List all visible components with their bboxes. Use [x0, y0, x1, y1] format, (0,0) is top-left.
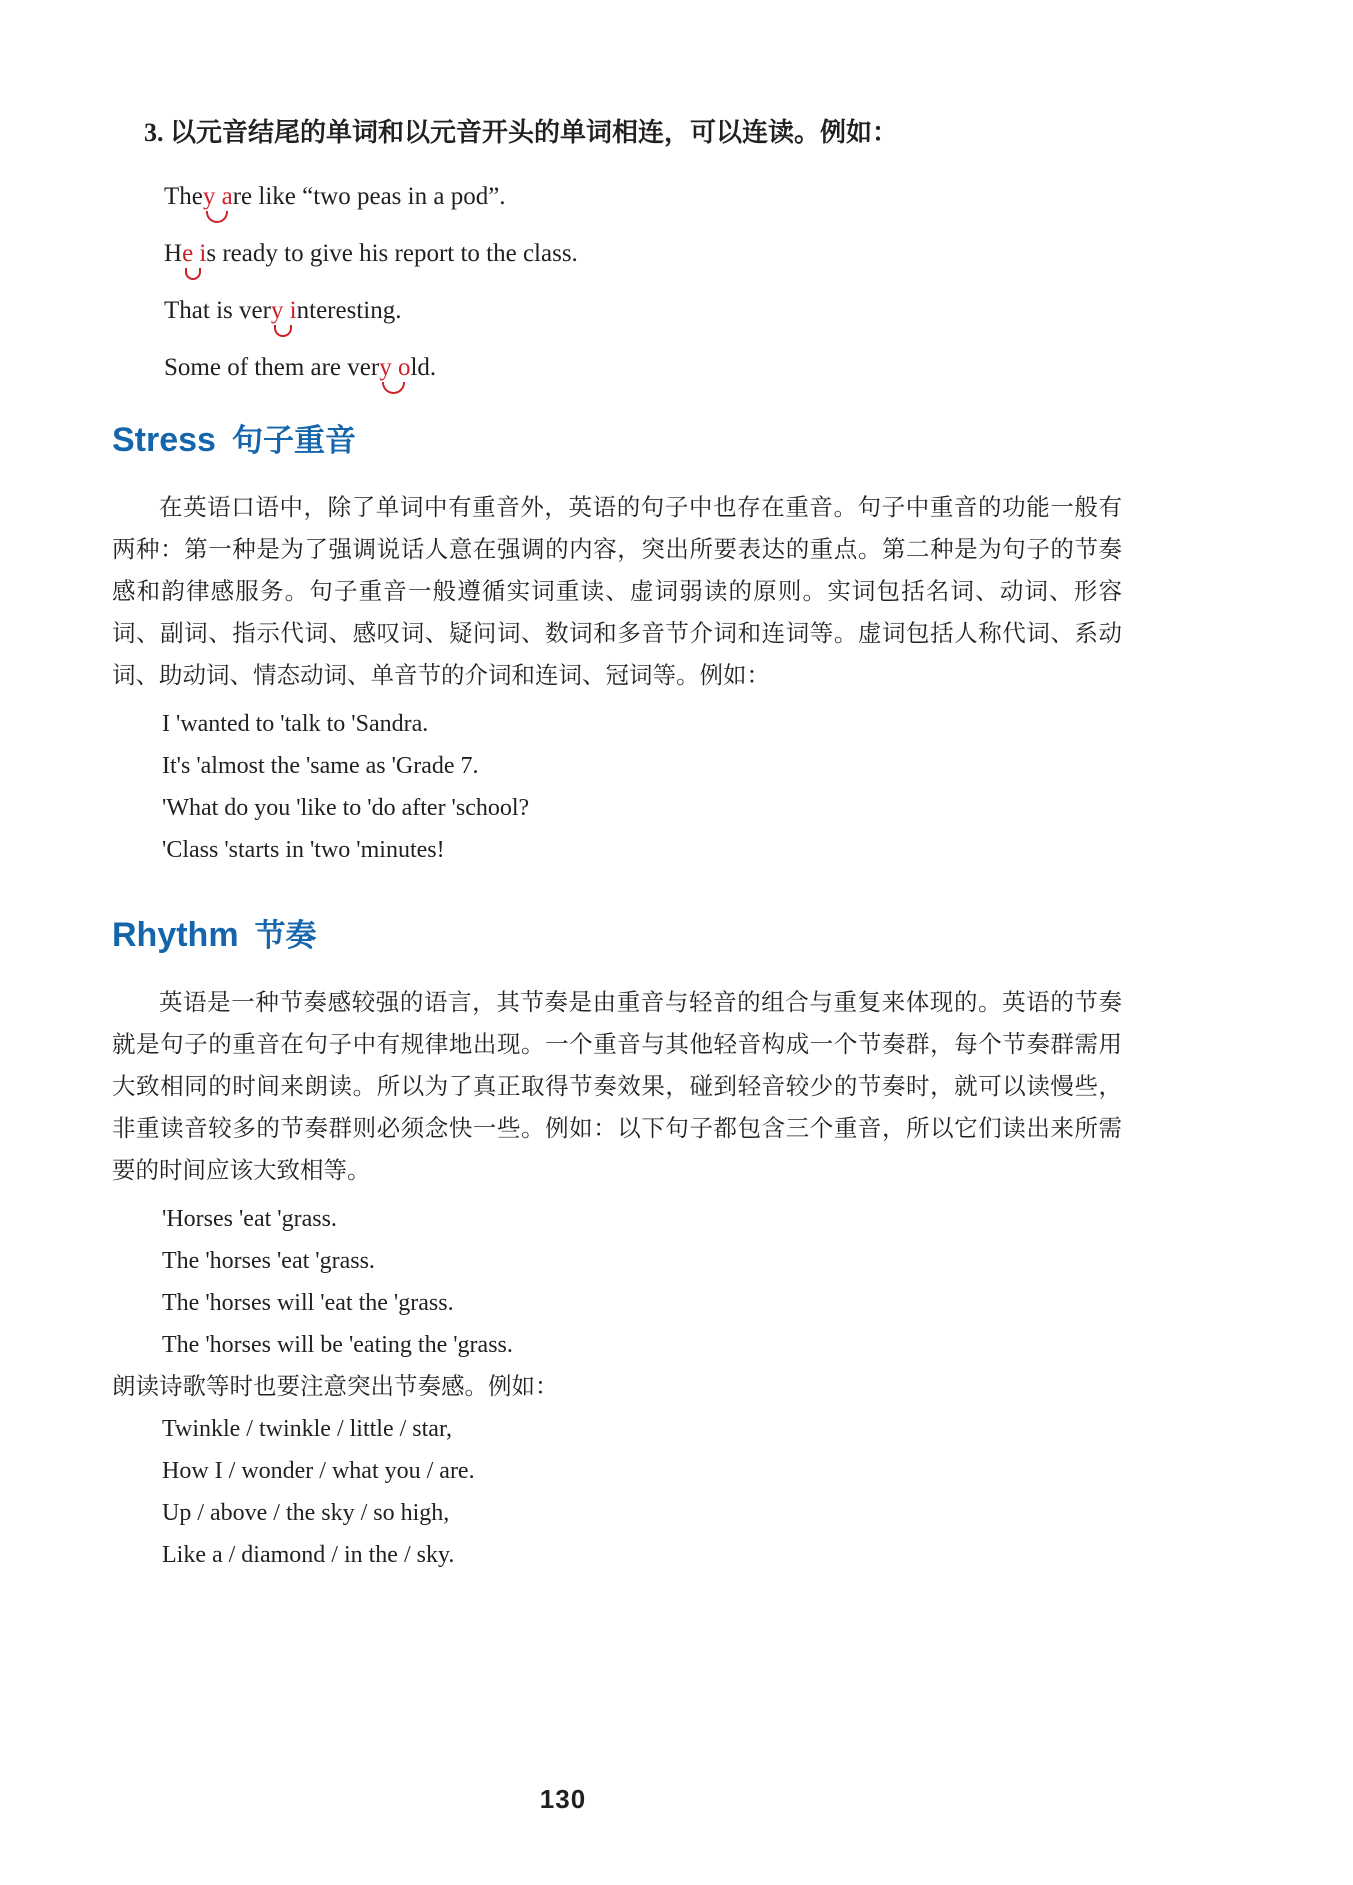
liaison-examples — [112, 180, 1122, 384]
rhythm-title-en: Rhythm — [112, 916, 239, 954]
liaison-pair — [271, 294, 297, 327]
stress-title-zh: 句子重音 — [231, 423, 356, 458]
liaison-letter: y — [202, 183, 216, 210]
rhythm-example-line: The 'horses will 'eat the 'grass. — [162, 1290, 454, 1316]
liaison-letter: i — [289, 297, 297, 324]
liaison-letter: o — [397, 354, 411, 381]
stress-example-line: 'Class 'starts in 'two 'minutes! — [162, 837, 445, 863]
rhythm-example-line: The 'horses will be 'eating the 'grass. — [162, 1332, 513, 1358]
poem-lines — [112, 1408, 1122, 1576]
liaison-letter: y — [270, 297, 284, 324]
liaison-arc-icon — [382, 382, 405, 394]
rhythm-section-heading — [112, 913, 1122, 958]
stress-example-line: It's 'almost the 'same as 'Grade 7. — [162, 753, 479, 779]
poem-line: Like a / diamond / in the / sky. — [162, 1542, 455, 1568]
stress-section-heading — [112, 418, 1122, 463]
poem-line: How I / wonder / what you / are. — [162, 1458, 475, 1484]
rhythm-example-line: 'Horses 'eat 'grass. — [162, 1206, 337, 1232]
liaison-arc-icon — [206, 211, 228, 223]
page-number: 130 — [539, 1784, 587, 1814]
poem-line: Up / above / the sky / so high, — [162, 1500, 450, 1526]
liaison-example-line: They a re like “two peas in a pod”. — [164, 180, 1122, 213]
liaison-example-line: Some of them are very o ld. — [164, 351, 1122, 384]
rule-3-heading: 3. 以元音结尾的单词和以元音开头的单词相连，可以连读。例如： — [144, 118, 899, 147]
rhythm-examples — [112, 1198, 1122, 1366]
liaison-pair — [182, 237, 206, 270]
liaison-letter: e — [182, 240, 194, 267]
liaison-arc-icon — [274, 325, 292, 337]
liaison-arc-icon — [185, 268, 201, 280]
rhythm-title-zh: 节奏 — [254, 918, 317, 953]
liaison-letter: a — [221, 183, 233, 210]
liaison-example-line: He i s ready to give his report to the class. — [164, 237, 1122, 270]
rhythm-example-line: The 'horses 'eat 'grass. — [162, 1248, 375, 1274]
rhythm-paragraph: 英语是一种节奏感较强的语言，其节奏是由重音与轻音的组合与重复来体现的。英语的节奏就是句子的重音在句子中有规律地出现。一个重音与其他轻音构成一个节奏群，每个节奏群需用大致相同的时间来朗读。所以为了真正取得节奏效果，碰到轻音较少的节奏时，就可以读慢些，非重读音较多的节奏群则必须念快一些。例如：以下句子都包含三个重音，所以它们读出来所需要的时间应该大致相等。 — [112, 990, 1122, 1184]
liaison-letter: i — [199, 240, 207, 267]
stress-example-line: 'What do you 'like to 'do after 'school? — [162, 795, 530, 821]
stress-examples — [112, 703, 1122, 871]
poem-intro-note: 朗读诗歌等时也要注意突出节奏感。例如： — [112, 1374, 559, 1400]
poem-line: Twinkle / twinkle / little / star, — [162, 1416, 452, 1442]
stress-title-en: Stress — [112, 421, 216, 459]
stress-paragraph: 在英语口语中，除了单词中有重音外，英语的句子中也存在重音。句子中重音的功能一般有两种：第一种是为了强调说话人意在强调的内容，突出所要表达的重点。第二种是为句子的节奏感和韵律感服务。句子重音一般遵循实词重读、虚词弱读的原则。实词包括名词、动词、形容词、副词、指示代词、感叹词、疑问词、数词和多音节介词和连词等。虚词包括人称代词、系动词、助动词、情态动词、单音节的介词和连词、冠词等。例如： — [112, 495, 1122, 689]
liaison-pair — [379, 351, 410, 384]
liaison-letter: y — [379, 354, 392, 381]
stress-example-line: I 'wanted to 'talk to 'Sandra. — [162, 711, 429, 737]
liaison-example-line: That is very i nteresting. — [164, 294, 1122, 327]
liaison-pair — [203, 180, 233, 213]
